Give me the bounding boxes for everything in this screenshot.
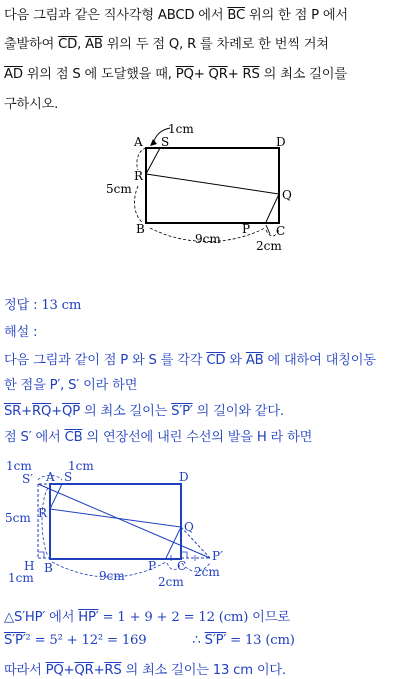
solution-line-4	[4, 426, 312, 445]
segment-sr: $\overline{SR}$	[4, 404, 22, 419]
rectangle-abcd	[146, 148, 279, 223]
segment-s-prime-p-prime: S′P′	[4, 633, 26, 648]
path-p-q-r-s	[146, 148, 279, 222]
label-p: P	[148, 559, 157, 573]
segment-pq: $\overline{PQ}$	[175, 67, 194, 82]
dim-arc-5cm-lower	[135, 186, 142, 222]
problem-text: 위의 한 점 P 에서	[244, 8, 348, 23]
label-1cm-h: 1cm	[8, 571, 34, 585]
problem-text: 위의 두 점 Q, R 를 차례로 한 번씩 거쳐	[102, 37, 329, 52]
equation-text: ² = 5² + 12² = 169	[25, 633, 147, 648]
problem-text: 출발하여	[4, 37, 59, 52]
label-a: A	[46, 470, 55, 484]
segment-pq: $\overline{PQ}$	[45, 663, 64, 678]
plus-sign: +	[51, 404, 63, 419]
equation-text: = 1 + 9 + 2 = 12 (cm) 이므로	[98, 610, 290, 625]
label-b: B	[136, 222, 145, 236]
equation-line-2	[4, 633, 295, 648]
label-q: Q	[184, 520, 194, 534]
answer-line	[4, 294, 81, 313]
segment-cd: $\overline{CD}$	[58, 37, 78, 52]
segment-s-prime-p-prime: S′P′	[171, 404, 193, 419]
equation-text: △S′HP′ 에서	[4, 610, 79, 625]
solution-text: 에 대하여 대칭이동	[263, 353, 376, 368]
plus-sign: +	[63, 663, 75, 678]
segment-qr: $\overline{QR}$	[208, 67, 228, 82]
rectangle-abcd	[50, 484, 181, 559]
path-p-q-r-s	[50, 484, 181, 558]
label-1cm-a: 1cm	[6, 459, 32, 473]
arrow-2cm	[266, 225, 270, 234]
solution-line-2: 한 점을 P′, S′ 이라 하면	[4, 378, 138, 393]
label-2cm-b: 2cm	[194, 565, 220, 579]
right-angle-h	[38, 552, 44, 558]
segment-rs: $\overline{RS}$	[104, 663, 122, 678]
solution-line-1	[4, 349, 376, 368]
segment-rs: $\overline{RS}$	[242, 67, 260, 82]
problem-text: 다음 그림과 같은 직사각형 ABCD 에서	[4, 8, 228, 23]
segment-rq: $\overline{RQ}$	[32, 404, 52, 419]
problem-line-4: 구하시오.	[4, 97, 59, 112]
label-b: B	[44, 561, 53, 575]
solution-title: 해설 :	[4, 325, 38, 340]
label-s: S	[64, 470, 73, 484]
label-p-prime: P′	[212, 549, 223, 563]
equation-line-3	[4, 659, 286, 678]
solution-text: 의 길이와 같다.	[192, 404, 284, 419]
label-1cm-b: 1cm	[68, 459, 94, 473]
segment-qp: $\overline{QP}$	[62, 404, 80, 419]
label-r: R	[38, 506, 48, 520]
label-5cm: 5cm	[106, 182, 132, 196]
label-5cm: 5cm	[5, 511, 31, 525]
label-c: C	[276, 224, 286, 238]
label-h: H	[24, 559, 35, 573]
label-d: D	[276, 135, 286, 149]
answer-value: 13 cm	[41, 298, 82, 313]
segment-cb: $\overline{CB}$	[64, 430, 83, 445]
segment-ad: $\overline{AD}$	[4, 67, 23, 82]
label-1cm: 1cm	[168, 122, 194, 136]
label-q: Q	[282, 188, 292, 202]
plus-sign: +	[193, 67, 209, 82]
problem-line-3	[4, 63, 347, 82]
label-s: S	[161, 135, 170, 149]
label-s-prime: S′	[22, 472, 33, 486]
segment-cd: $\overline{CD}$	[206, 353, 226, 368]
label-a: A	[134, 135, 143, 149]
label-d: D	[179, 470, 189, 484]
problem-text: ,	[77, 37, 86, 52]
segment-ab: $\overline{AB}$	[245, 353, 264, 368]
solution-line-3	[4, 400, 284, 419]
plus-sign: +	[227, 67, 243, 82]
problem-text: 의 최소 길이를	[259, 67, 347, 82]
plus-sign: +	[21, 404, 32, 419]
segment-bc: $\overline{BC}$	[227, 8, 245, 23]
label-9cm: 9cm	[195, 232, 221, 246]
plus-sign: +	[93, 663, 105, 678]
segment-qr: $\overline{QR}$	[74, 663, 94, 678]
solution-text: 와	[225, 353, 246, 368]
segment-h-p-prime: HP′	[78, 610, 99, 625]
problem-line-2	[4, 33, 329, 52]
segment-ab: $\overline{AB}$	[85, 37, 103, 52]
solution-text: 의 최소 길이는	[79, 404, 172, 419]
dim-arc-5cm	[137, 148, 146, 170]
dim-arc-5cm	[42, 488, 48, 556]
equation-text: = 13 (cm)	[226, 633, 295, 648]
segment-s-prime-p-prime: S′P′	[204, 633, 227, 648]
label-r: R	[134, 169, 144, 183]
figure-solution-diagram	[0, 452, 400, 602]
solution-text: 점 S′ 에서	[4, 430, 65, 445]
figure-problem-diagram	[0, 112, 400, 262]
arrow-head	[150, 139, 157, 146]
label-2cm-a: 2cm	[158, 575, 184, 589]
conclusion-text: 따라서	[4, 663, 46, 678]
solution-text: 다음 그림과 같이 점 P 와 S 를 각각	[4, 353, 207, 368]
answer-label: 정답 :	[4, 298, 42, 313]
equation-line-1	[4, 606, 290, 625]
problem-text: 위의 점 S 에 도달했을 때,	[22, 67, 176, 82]
label-c: C	[177, 559, 187, 573]
label-2cm: 2cm	[256, 239, 282, 253]
problem-line-1	[4, 4, 348, 23]
conclusion-text: 의 최소 길이는 13 cm 이다.	[121, 663, 286, 678]
therefore-sign: ∴	[192, 633, 205, 648]
label-9cm: 9cm	[99, 569, 125, 583]
label-p: P	[242, 222, 251, 236]
solution-text: 의 연장선에 내린 수선의 발을 H 라 하면	[82, 430, 313, 445]
